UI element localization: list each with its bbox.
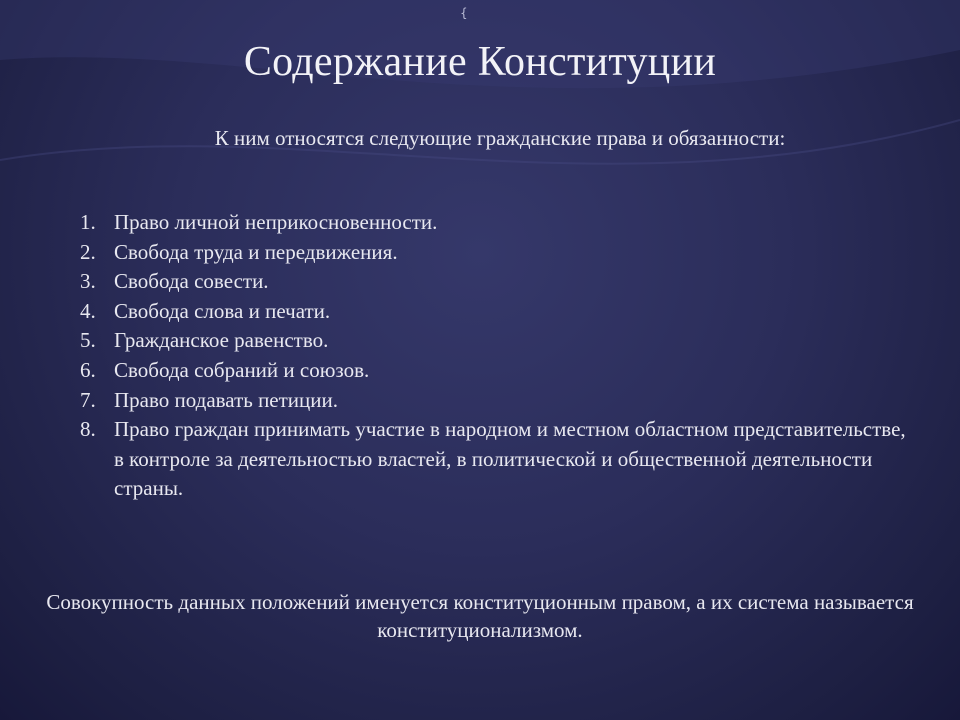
list-item [80,267,920,297]
list-item [80,238,920,268]
list-item-text: Гражданское равенство. [114,328,329,353]
corner-brace-mark: { [460,6,468,20]
list-item-text: Право личной неприкосновенности. [114,210,438,234]
list-item-text: Право подавать петиции. [114,387,339,412]
list-item-number: 6. [80,357,96,382]
list-item-number: 2. [80,239,96,264]
list-item-text: Свобода совести. [114,269,269,294]
list-item [80,208,920,238]
summary-text: Совокупность данных положений именуется конституционным правом, а их система называется конституционализмом. [46,590,914,642]
list-item-number: 4. [80,298,96,323]
list-item [80,326,920,356]
list-item-number: 8. [80,417,96,442]
list-item-text: Свобода собраний и союзов. [114,357,370,382]
slide-title: Содержание Конституции [243,39,717,85]
intro-text: К ним относятся следующие гражданские права и обязанности: [214,126,786,150]
list-item-text: Свобода труда и передвижения. [114,239,398,264]
list-item [80,297,920,327]
list-item-text: Свобода слова и печати. [114,298,331,323]
list-item-number: 5. [80,328,96,353]
list-item-text: Право граждан принимать участие в народном и местном областном представительстве, в контроле за деятельностью властей, в политической и общественной деятельности страны. [114,417,906,501]
list-item-number: 3. [80,269,96,294]
list-item [80,386,920,416]
list-item [80,415,920,504]
list-item-number: 7. [80,387,96,412]
list-item [80,356,920,386]
list-item-number: 1. [80,210,96,234]
rights-list [80,208,920,504]
